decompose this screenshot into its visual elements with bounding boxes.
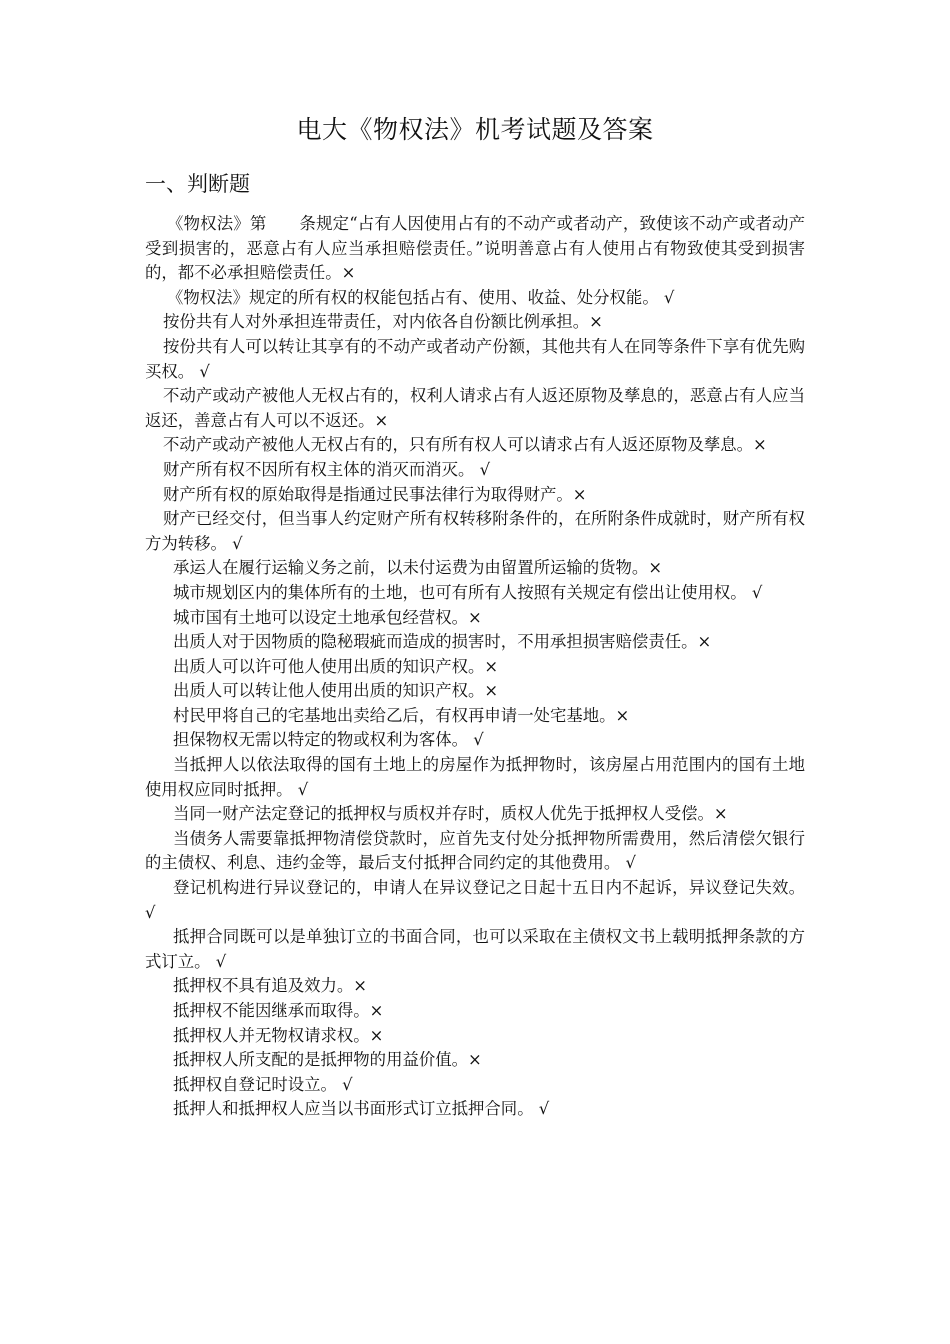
list-item: 抵押权不能因继承而取得。× [173,1001,384,1020]
list-item: 城市规划区内的集体所有的土地，也可有所有人按照有关规定有偿出让使用权。 √ [173,582,763,602]
list-item: 抵押人和抵押权人应当以书面形式订立抵押合同。 √ [173,1099,550,1119]
list-item: 不动产或动产被他人无权占有的，权利人请求占有人返还原物及孳息的，恶意占有人应当返还，善意占有人可以不返还。× [145,386,805,430]
list-item: 出质人对于因物质的隐秘瑕疵而造成的损害时，不用承担损害赔偿责任。× [173,632,712,652]
list-item: 当同一财产法定登记的抵押权与质权并存时，质权人优先于抵押权人受偿。× [173,804,728,824]
list-item: 抵押合同既可以是单独订立的书面合同，也可以采取在主债权文书上载明抵押条款的方式订立。 √ [145,927,805,971]
list-item: 不动产或动产被他人无权占有的，只有所有权人可以请求占有人返还原物及孳息。× [163,435,767,455]
list-item: 村民甲将自己的宅基地出卖给乙后，有权再申请一处宅基地。× [173,705,630,725]
list-item: 抵押权自登记时设立。 √ [173,1074,353,1094]
list-item: 承运人在履行运输义务之前，以未付运费为由留置所运输的货物。× [173,558,663,578]
list-item: 出质人可以许可他人使用出质的知识产权。× [173,656,499,676]
section-heading: 一、判断题 [145,172,250,196]
list-item: 登记机构进行异议登记的，申请人在异议登记之日起十五日内不起诉，异议登记失效。 √ [145,878,805,922]
list-item: 抵押权人并无物权请求权。× [173,1025,384,1045]
list-item: 抵押权人所支配的是抵押物的用益价值。× [173,1050,482,1070]
question-list [145,212,805,1122]
list-item: 财产所有权不因所有权主体的消灭而消灭。 √ [163,459,491,479]
list-item: 抵押权不具有追及效力。× [173,976,368,996]
list-item: 担保物权无需以特定的物或权利为客体。 √ [173,730,484,750]
list-item: 按份共有人对外承担连带责任，对内依各自份额比例承担。× [163,312,603,332]
list-item: 财产已经交付，但当事人约定财产所有权转移附条件的，在所附条件成就时，财产所有权方为转移。 √ [145,509,805,553]
list-item: 《物权法》规定的所有权的权能包括占有、使用、收益、处分权能。 √ [167,287,675,307]
list-item: 财产所有权的原始取得是指通过民事法律行为取得财产。× [163,484,587,504]
list-item: 当债务人需要靠抵押物清偿贷款时，应首先支付处分抵押物所需费用，然后清偿欠银行的主债权、利息、违约金等，最后支付抵押合同约定的其他费用。 √ [145,828,805,873]
list-item: 出质人可以转让他人使用出质的知识产权。× [173,681,499,701]
list-item: 当抵押人以依法取得的国有土地上的房屋作为抵押物时，该房屋占用范围内的国有土地使用权应同时抵押。 √ [145,755,805,799]
list-item: 《物权法》第 条规定“占有人因使用占有的不动产或者动产，致使该不动产或者动产受到损害的，恶意占有人应当承担赔偿责任。”说明善意占有人使用占有物致使其受到损害的，都不必承担赔偿责任。× [145,214,805,283]
document-title: 电大《物权法》机考试题及答案 [296,115,654,144]
list-item: 按份共有人可以转让其享有的不动产或者动产份额，其他共有人在同等条件下享有优先购买权。 √ [145,336,805,381]
list-item: 城市国有土地可以设定土地承包经营权。× [173,607,482,627]
